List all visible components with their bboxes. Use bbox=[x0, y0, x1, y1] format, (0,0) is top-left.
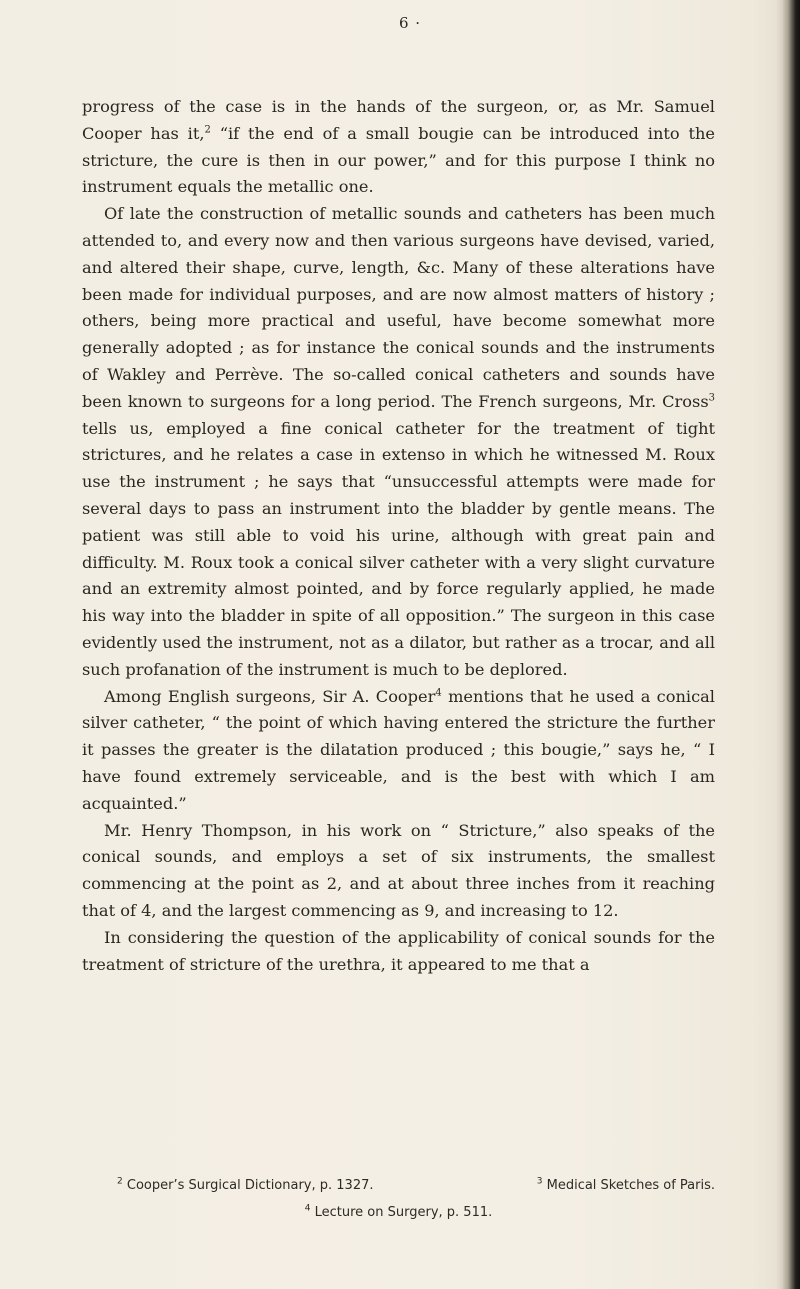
text-run: Among English surgeons, Sir A. Cooper bbox=[104, 686, 436, 706]
footnote-3 bbox=[537, 1172, 715, 1199]
paragraph bbox=[82, 818, 715, 925]
page-number: 6 · bbox=[398, 14, 422, 32]
footnote-2 bbox=[117, 1172, 374, 1199]
text-run: Of late the construction of metallic sounds and catheters has been much attended to, and every now and then various surgeons have devised, varied, and altered their shape, curve, length, &c. Many of these alterations have been made for individual purposes, and are now almost matters of history ; others, being more practical and useful, have become somewhat more generally adopted ; as for instance the conical sounds and the instruments of Wakley and Perrève. The so-called conical catheters and sounds have been known to surgeons for a long period. The French surgeons, Mr. Cross bbox=[82, 204, 715, 411]
page-edge-shadow bbox=[783, 0, 800, 1289]
paragraph bbox=[82, 925, 715, 979]
footnote-mark: 2 bbox=[117, 1176, 123, 1187]
footnote-4 bbox=[305, 1199, 493, 1226]
footnote-row bbox=[82, 1199, 715, 1226]
text-run: In considering the question of the applicability of conical sounds for the treatment of stricture of the urethra, it appeared to me that a bbox=[82, 927, 715, 974]
footnote-mark: 4 bbox=[304, 1203, 311, 1214]
footnote-text: Lecture on Surgery, p. 511. bbox=[314, 1205, 493, 1220]
text-run: Mr. Henry Thompson, in his work on “ Stricture,” also speaks of the conical sounds, and employs a set of six instruments, the smallest commencing at the point as 2, and at about three inches from it reaching that of 4, and the largest commencing as 9, and increasing to 12. bbox=[82, 820, 715, 920]
body-text bbox=[82, 94, 715, 978]
paragraph bbox=[82, 684, 715, 818]
footnote-text: Medical Sketches of Paris. bbox=[546, 1178, 715, 1193]
text-run: progress of the case is in the hands of the surgeon, or, as Mr. Samuel Cooper has it, bbox=[82, 97, 715, 143]
footnote-text: Cooper’s Surgical Dictionary, p. 1327. bbox=[126, 1178, 374, 1193]
footnote-reference: 4 bbox=[435, 687, 442, 699]
footnote-reference: 3 bbox=[708, 392, 715, 404]
footnotes bbox=[82, 1172, 715, 1226]
footnote-mark: 3 bbox=[536, 1176, 543, 1187]
text-run: tells us, employed a fine conical catheter for the treatment of tight strictures, and he relates a case in extenso in which he witnessed M. Roux use the instrument ; he says that “unsuccessful attempts were made for several days to pass an instrument into the bladder by gentle means. The patient was still able to void his urine, although with great pain and difficulty. M. Roux took a conical silver catheter with a very slight curvature and an extremity almost pointed, and by force regularly applied, he made his way into the bladder in spite of all opposition.” The surgeon in this case evidently used the instrument, not as a dilator, but rather as a trocar, and all such profanation of the instrument is much to be deplored. bbox=[82, 418, 715, 679]
footnote-reference: 2 bbox=[204, 124, 211, 136]
text-run: “if the end of a small bougie can be introduced into the stricture, the cure is then in our power,” and for this purpose I think no instrument equals the metallic one. bbox=[82, 123, 715, 197]
paragraph bbox=[82, 201, 715, 683]
paragraph bbox=[82, 94, 715, 201]
text-run: mentions that he used a conical silver catheter, “ the point of which having entered the stricture the further it passes the greater is the dilatation produced ; this bougie,” says he, “ I have found extremely serviceable, and is the best with which I am acquainted.” bbox=[82, 686, 715, 813]
footnote-row bbox=[82, 1172, 715, 1199]
